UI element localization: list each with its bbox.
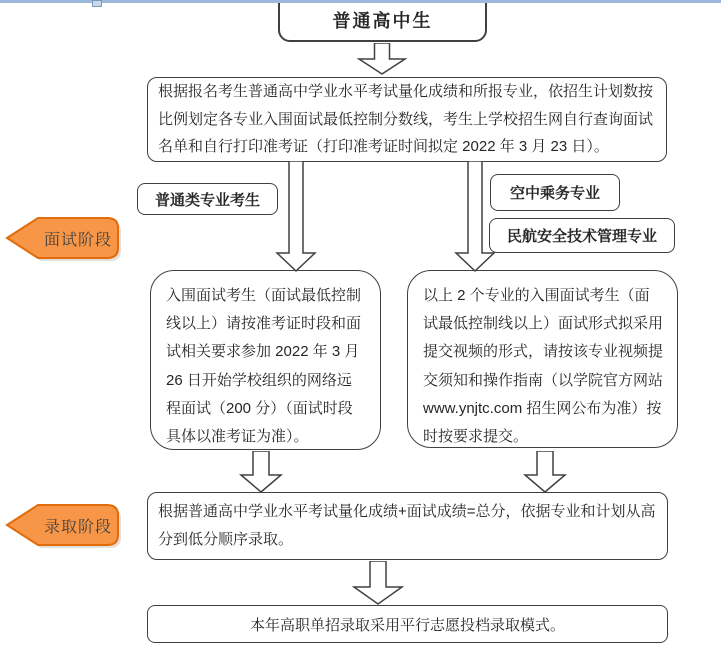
process-box-screening-text: 根据报名考生普通高中学业水平考试量化成绩和所报专业，依招生计划数按比例划定各专业入围面试最低控制分数线，考生上学校招生网自行查询面试名单和自行打印准考证（打印准考证时间拟定 2022 年 3 月 23 日）。: [158, 83, 654, 156]
down-arrow-icon: [272, 161, 320, 273]
document-top-border: [0, 0, 721, 3]
process-box-admission-text: 根据普通高中学业水平考试量化成绩+面试成绩=总分，依据专业和计划从高分到低分顺序录取。: [158, 503, 656, 548]
down-arrow-icon: [355, 43, 409, 75]
process-box-screening: [147, 77, 667, 162]
stage-ribbon-interview-label: 面试阶段: [43, 231, 112, 249]
branch-label-ordinary-text: 普通类专业考生: [154, 191, 260, 209]
branch-label-cabin-text: 空中乘务专业: [509, 185, 600, 202]
branch-label-civil-text: 民航安全技术管理专业: [506, 228, 657, 245]
detail-box-network-interview-text: 入围面试考生（面试最低控制线以上）请按准考证时段和面试相关要求参加 2022 年 3 月 26 日开始学校组织的网络远程面试（200 分）（面试时段具体以准考证为准）。: [166, 287, 362, 446]
table-handle-marker: [92, 0, 102, 7]
final-box-parallel-volunteer-mode: [147, 605, 668, 643]
detail-box-network-interview: [150, 270, 381, 450]
start-node-label: 普通高中生: [332, 11, 433, 31]
down-arrow-icon: [352, 561, 404, 605]
detail-box-video-submission-text: 以上 2 个专业的入围面试考生（面试最低控制线以上）面试形式拟采用提交视频的形式，请按该专业视频提交须知和操作指南（以学院官方网站 www.ynjtc.com 招生网公布为准）按时按要求提交。: [423, 287, 664, 446]
start-node-high-school-student: [278, 0, 487, 42]
branch-label-ordinary-majors: [137, 183, 278, 215]
down-arrow-icon: [521, 451, 569, 493]
branch-label-civil-aviation-security: [489, 218, 675, 253]
branch-label-cabin-crew: [490, 174, 620, 211]
stage-ribbon-interview: [4, 215, 134, 267]
final-box-text: 本年高职单招录取采用平行志愿投档录取模式。: [249, 616, 565, 634]
stage-ribbon-admission: [4, 502, 134, 554]
down-arrow-icon: [237, 451, 285, 493]
process-box-admission: [147, 492, 668, 560]
detail-box-video-submission: [407, 270, 678, 448]
stage-ribbon-admission-label: 录取阶段: [43, 518, 112, 536]
